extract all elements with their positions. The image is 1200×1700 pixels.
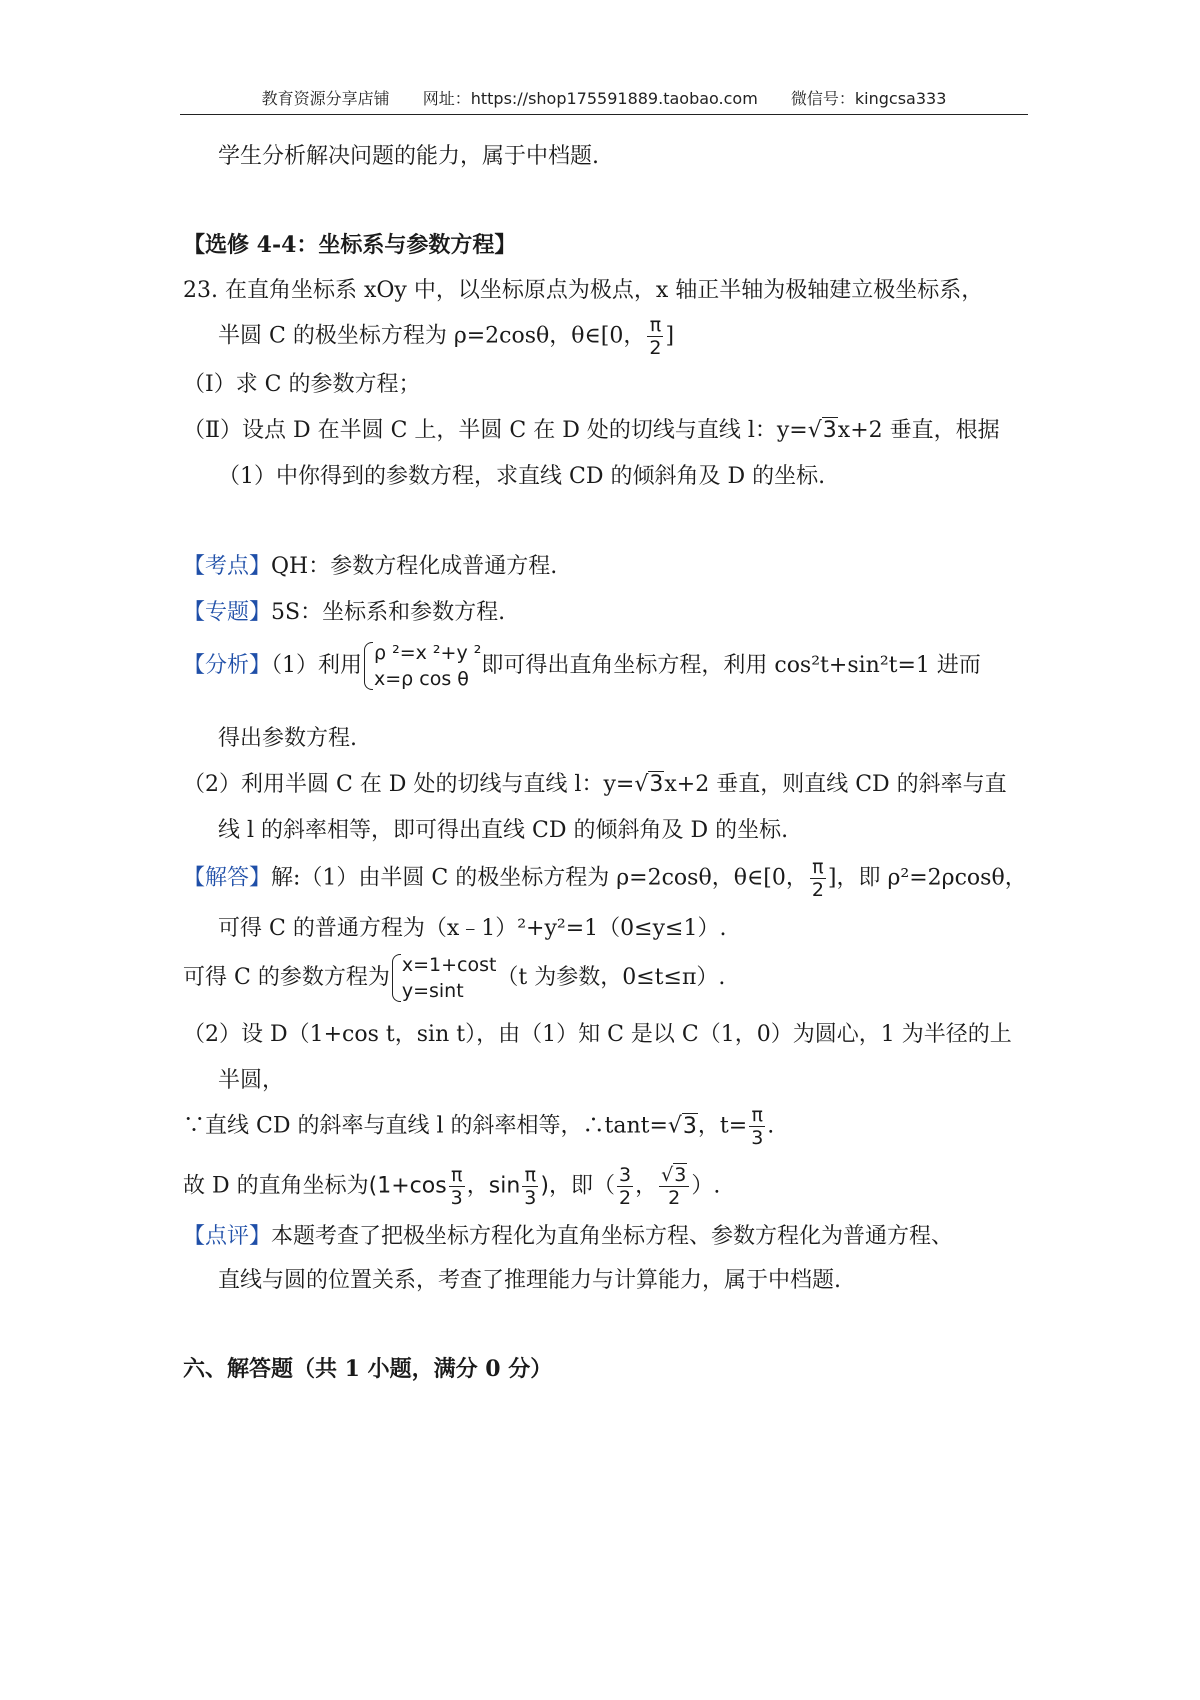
fenxi-2-cont: 线 l 的斜率相等，即可得出直线 CD 的倾斜角及 D 的坐标.	[218, 818, 789, 843]
fraction: $\frac{\pi}{2}$	[649, 314, 662, 359]
question-23-cont: 半圆 C 的极坐标方程为 ρ=2cosθ，θ∈[0， $\frac{\pi}{2}$ ]	[218, 314, 675, 359]
fraction: $\frac{\pi}{3}$	[524, 1164, 537, 1209]
dianping: 【点评】本题考查了把极坐标方程化为直角坐标方程、参数方程化为普通方程、	[183, 1224, 954, 1249]
part-2-cont: （1）中你得到的参数方程，求直线 CD 的倾斜角及 D 的坐标.	[218, 464, 826, 489]
jieda-4: （2）设 D（1+cos t，sin t），由（1）知 C 是以 C（1，0）为圆心，1 为半径的上	[183, 1022, 1012, 1047]
section-6-title: 六、解答题（共 1 小题，满分 0 分）	[183, 1356, 553, 1382]
text-line: 学生分析解决问题的能力，属于中档题.	[218, 144, 599, 169]
fraction: $\frac{\pi}{2}$	[811, 856, 824, 901]
fenxi-2: （2）利用半圆 C 在 D 处的切线与直线 l：y=√3x+2 垂直，则直线 CD 的斜率与直	[183, 772, 1007, 797]
jieda-5: 半圆，	[218, 1068, 285, 1093]
jieda-2: 可得 C 的普通方程为（x﹣1）²+y²=1（0≤y≤1）.	[218, 916, 727, 941]
fenxi-cont: 得出参数方程.	[218, 726, 357, 751]
part-2: （Ⅱ）设点 D 在半圆 C 上，半圆 C 在 D 处的切线与直线 l：y=√3x+2 垂直，根据	[183, 418, 1000, 443]
part-1: （Ⅰ）求 C 的参数方程；	[183, 372, 421, 397]
jieda-7: 故 D 的直角坐标为(1+cos $\frac{\pi}{3}$ ，sin $\frac{\pi}{3}$ )，即（ $\frac{3}{2}$ ， $\frac{√3}{2}$ ）.	[183, 1164, 721, 1209]
dianping-tag: 【点评】	[183, 1224, 272, 1249]
shop-url: 网址：https://shop175591889.taobao.com	[422, 89, 758, 108]
fenxi: 【分析】（1）利用 ρ ²=x ²+y ² x=ρ cos θ 即可得出直角坐标方程，利用 cos²t+sin²t=1 进而	[183, 642, 981, 690]
equation-system: ρ ²=x ²+y ² x=ρ cos θ	[362, 640, 481, 692]
kaodian: 【考点】QH：参数方程化成普通方程.	[183, 554, 558, 579]
zhuanti: 【专题】5S：坐标系和参数方程.	[183, 600, 506, 625]
jieda: 【解答】解:（1）由半圆 C 的极坐标方程为 ρ=2cosθ，θ∈[0， $\frac{\pi}{2}$ ]，即 ρ²=2ρcosθ，	[183, 856, 1027, 901]
jieda-6: ∵直线 CD 的斜率与直线 l 的斜率相等，∴tant=√3，t= $\frac{\pi}{3}$ .	[183, 1104, 775, 1149]
sqrt-3: √3	[667, 1113, 697, 1139]
kaodian-tag: 【考点】	[183, 554, 272, 579]
sqrt-3: √3	[807, 418, 837, 443]
jieda-3: 可得 C 的参数方程为 x=1+cost y=sint （t 为参数，0≤t≤π）.	[183, 954, 726, 1002]
fraction: $\frac{√3}{2}$	[659, 1164, 689, 1209]
shop-name: 教育资源分享店铺	[261, 89, 390, 108]
fraction: $\frac{\pi}{3}$	[751, 1104, 764, 1149]
page-header	[180, 84, 1028, 115]
dianping-cont: 直线与圆的位置关系，考查了推理能力与计算能力，属于中档题.	[218, 1268, 841, 1293]
zhuanti-tag: 【专题】	[183, 600, 272, 625]
fraction: $\frac{\pi}{3}$	[450, 1164, 463, 1209]
question-text: 半圆 C 的极坐标方程为 ρ=2cosθ，θ∈[0，	[218, 323, 646, 349]
fraction: $\frac{3}{2}$	[619, 1164, 632, 1209]
wechat-id: 微信号：kingcsa333	[790, 89, 947, 108]
jieda-tag: 【解答】	[183, 865, 272, 891]
param-system: x=1+cost y=sint	[390, 952, 497, 1004]
sqrt-3: √3	[634, 772, 664, 797]
question-23: 23. 在直角坐标系 xOy 中，以坐标原点为极点，x 轴正半轴为极轴建立极坐标系，	[183, 278, 984, 303]
section-title: 【选修 4-4：坐标系与参数方程】	[183, 232, 517, 258]
fenxi-tag: 【分析】	[183, 653, 272, 678]
